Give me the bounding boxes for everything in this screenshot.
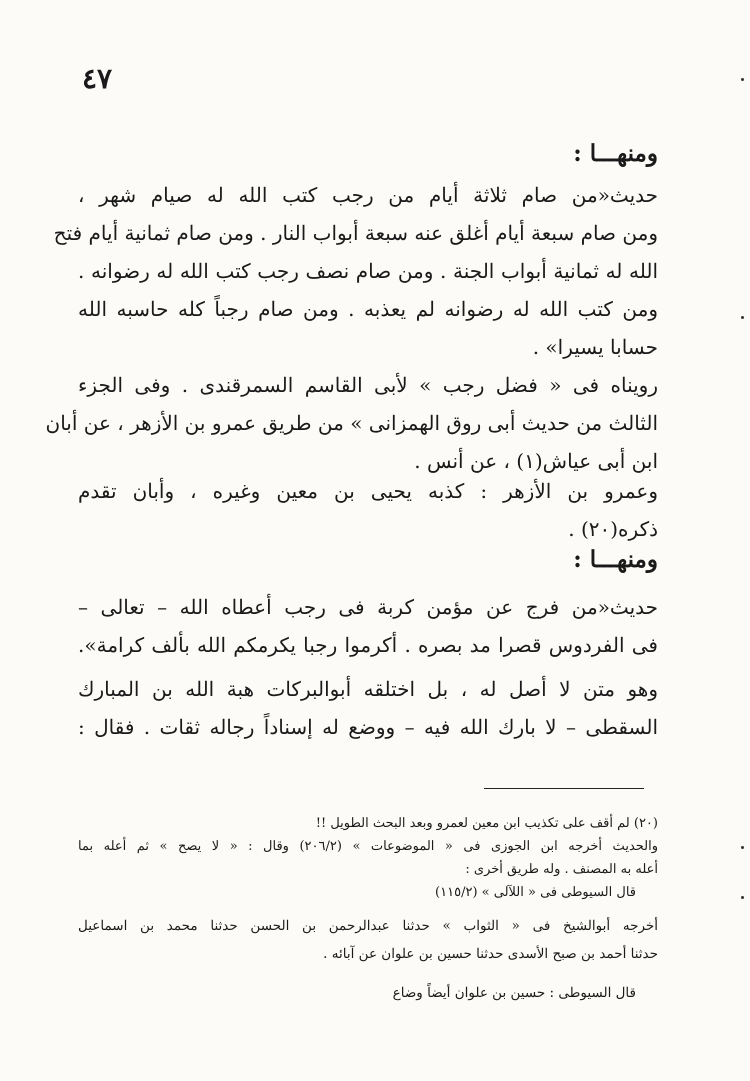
footnote-line: حدثنا أحمد بن صبح الأسدى حدثنا حسين بن علوان عن آبائه . bbox=[323, 946, 658, 962]
paragraph-3 bbox=[78, 472, 658, 548]
section-heading-1: ومنهـــا : bbox=[573, 140, 658, 167]
text-line: حديث«من صام ثلاثة أيام من رجب كتب الله له صيام شهر ، bbox=[78, 183, 658, 207]
footnote-line: أعله به المصنف . وله طريق أخرى : bbox=[465, 862, 658, 877]
footnote-line: (٢٠) لم أقف على تكذيب ابن معين لعمرو وبعد البحث الطويل !! bbox=[315, 816, 658, 831]
footnote-separator bbox=[484, 788, 644, 789]
text-line: فى الفردوس قصرا مد بصره . أكرموا رجبا يكرمكم الله بألف كرامة». bbox=[78, 633, 658, 657]
footnote-line: أخرجه أبوالشيخ فى « الثواب » حدثنا عبدالرحمن بن الحسن حدثنا محمد بن اسماعيل bbox=[78, 918, 658, 934]
scan-speck bbox=[741, 316, 744, 319]
text-line: حسابا يسيرا» . bbox=[532, 335, 658, 359]
text-line: السقطى – لا بارك الله فيه – ووضع له إسناداً رجاله ثقات . فقال : bbox=[78, 715, 658, 739]
text-line: وعمرو بن الأزهر : كذبه يحيى بن معين وغيره ، وأبان تقدم bbox=[78, 479, 658, 503]
paragraph-2 bbox=[45, 366, 658, 480]
text-line: ومن كتب الله له رضوانه لم يعذبه . ومن صام رجباً كله حاسبه الله bbox=[78, 297, 658, 321]
text-line: وهو متن لا أصل له ، بل اختلقه أبوالبركات هبة الله بن المبارك bbox=[78, 677, 658, 701]
page-number: ٤٧ bbox=[82, 62, 113, 95]
section1-body bbox=[53, 176, 658, 366]
paragraph-4 bbox=[78, 670, 658, 746]
scan-speck bbox=[741, 846, 744, 849]
text-line: حديث«من فرج عن مؤمن كربة فى رجب أعطاه الله – تعالى – bbox=[78, 595, 658, 619]
footnotes-continued bbox=[78, 912, 658, 968]
footnote-line: قال السيوطى : حسين بن علوان أيضاً وضاع bbox=[392, 985, 636, 1001]
footnote-line: قال السيوطى فى « اللآلى » (١١٥/٢) bbox=[435, 885, 636, 900]
footnotes bbox=[78, 812, 658, 904]
footnotes-final bbox=[78, 982, 658, 1005]
text-line: ابن أبى عياش(١) ، عن أنس . bbox=[414, 449, 658, 473]
text-line: ومن صام سبعة أيام أغلق عنه سبعة أبواب النار . ومن صام ثمانية أيام فتح bbox=[53, 221, 658, 245]
scan-speck bbox=[741, 78, 744, 81]
text-line: الثالث من حديث أبى روق الهمزانى » من طريق عمرو بن الأزهر ، عن أبان bbox=[45, 411, 658, 435]
footnote-line: والحديث أخرجه ابن الجوزى فى « الموضوعات » (٢٠٦/٢) وقال : « لا يصح » ثم أعله بما bbox=[78, 839, 659, 854]
section2-body bbox=[78, 588, 658, 664]
text-line: ذكره(٢٠) . bbox=[568, 517, 658, 541]
section-heading-2: ومنهـــا : bbox=[573, 546, 658, 573]
text-line: رويناه فى « فضل رجب » لأبى القاسم السمرقندى . وفى الجزء bbox=[78, 373, 658, 397]
scan-speck bbox=[741, 896, 744, 899]
text-line: الله له ثمانية أبواب الجنة . ومن صام نصف رجب كتب الله له رضوانه . bbox=[78, 259, 658, 283]
